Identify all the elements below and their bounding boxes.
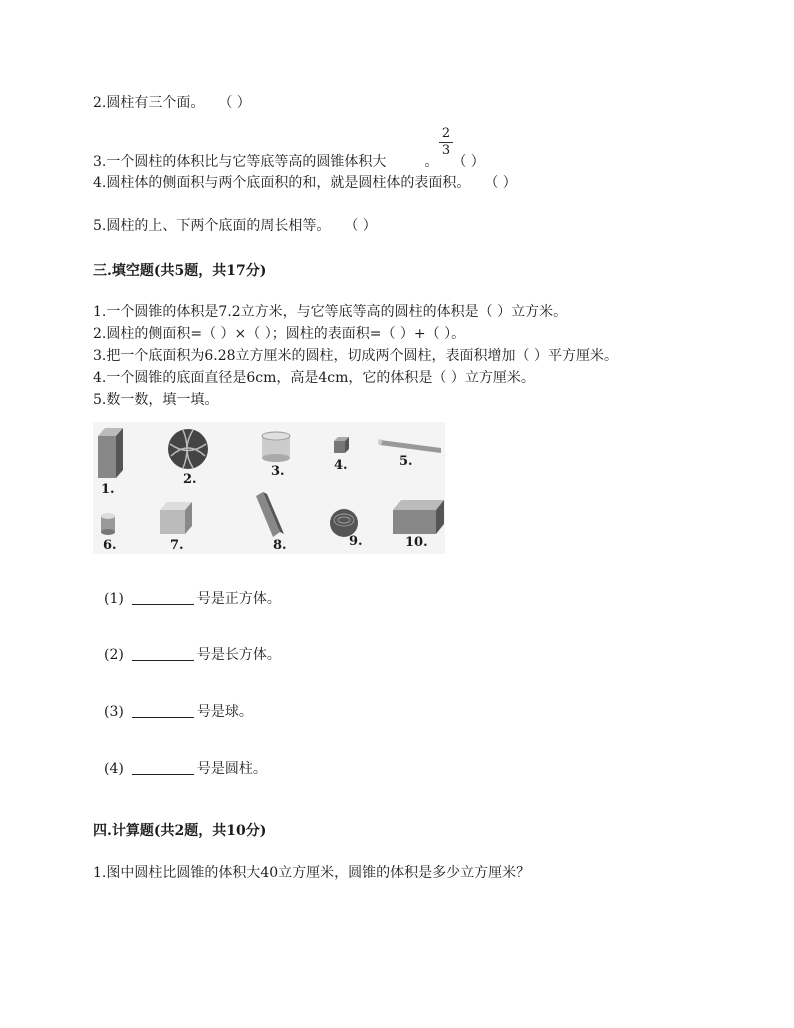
- judge-q3-tail: 。 （ ）: [424, 154, 485, 170]
- sub-question-4-number: (4): [104, 761, 124, 777]
- shape-6-cylinder: [101, 513, 115, 535]
- judge-q2: 2.圆柱有三个面。 （ ）: [93, 95, 251, 111]
- answer-blank-3[interactable]: [132, 703, 194, 718]
- fill-q2: 2.圆柱的侧面积=（ ）×（ ）；圆柱的表面积=（ ）+（ ）。: [93, 326, 466, 342]
- shape-2-ball: [168, 429, 208, 469]
- judge-q5: 5.圆柱的上、下两个底面的周长相等。 （ ）: [93, 218, 377, 234]
- section4-title: 四.计算题(共2题，共10分): [93, 823, 267, 839]
- sub-question-1: [104, 590, 281, 608]
- answer-blank-4[interactable]: [132, 760, 194, 775]
- sub-question-4-text: 号是圆柱。: [196, 761, 267, 777]
- shape-10-flat-cuboid: [393, 500, 444, 534]
- shape-9-sphere: [330, 509, 358, 537]
- section3-title: 三.填空题(共5题，共17分): [93, 263, 267, 279]
- sub-question-1-text: 号是正方体。: [196, 591, 281, 607]
- shape-8-tilted-prism: [256, 492, 284, 537]
- figure-label-5: 5.: [399, 454, 413, 469]
- solids-figure: [93, 422, 445, 554]
- fill-q4: 4.一个圆锥的底面直径是6cm，高是4cm，它的体积是（ ）立方厘米。: [93, 370, 535, 386]
- figure-label-9: 9.: [349, 534, 363, 549]
- figure-label-3: 3.: [271, 464, 285, 479]
- calc-q1: 1.图中圆柱比圆锥的体积大40立方厘米，圆锥的体积是多少立方厘米？: [93, 865, 531, 881]
- figure-label-6: 6.: [103, 538, 117, 553]
- figure-label-4: 4.: [334, 458, 348, 473]
- figure-label-1: 1.: [101, 482, 115, 497]
- sub-question-3-number: (3): [104, 704, 124, 720]
- fill-q5: 5.数一数，填一填。: [93, 392, 219, 408]
- fill-q1: 1.一个圆锥的体积是7.2立方米，与它等底等高的圆柱的体积是（ ）立方米。: [93, 304, 568, 320]
- figure-label-7: 7.: [170, 538, 184, 553]
- figure-label-10: 10.: [405, 535, 428, 550]
- sub-question-3-text: 号是球。: [196, 704, 253, 720]
- sub-question-3: [104, 703, 253, 721]
- answer-blank-1[interactable]: [132, 590, 194, 605]
- judge-q3-text: 3.一个圆柱的体积比与它等底等高的圆锥体积大: [93, 154, 387, 170]
- shape-5-rod: [378, 439, 441, 453]
- fraction-numerator: 2: [441, 126, 451, 141]
- answer-blank-2[interactable]: [132, 646, 194, 661]
- judge-q4: 4.圆柱体的侧面积与两个底面积的和，就是圆柱体的表面积。 （ ）: [93, 175, 517, 191]
- sub-question-4: [104, 760, 267, 778]
- fraction-denominator: 3: [441, 143, 451, 158]
- figure-label-2: 2.: [183, 472, 197, 487]
- sub-question-2-text: 号是长方体。: [196, 647, 281, 663]
- judge-q3: [93, 153, 485, 171]
- shape-7-cube: [160, 502, 192, 534]
- shape-4-small-cube: [334, 437, 349, 453]
- figure-label-8: 8.: [273, 538, 287, 553]
- solids-illustration: [93, 422, 445, 554]
- fill-q3: 3.把一个底面积为6.28立方厘米的圆柱，切成两个圆柱，表面积增加（ ）平方厘米。: [93, 348, 618, 364]
- shape-3-cylinder: [262, 432, 290, 462]
- sub-question-1-number: (1): [104, 591, 124, 607]
- sub-question-2-number: (2): [104, 647, 124, 663]
- shape-1-tall-cuboid: [98, 428, 123, 478]
- sub-question-2: [104, 646, 281, 664]
